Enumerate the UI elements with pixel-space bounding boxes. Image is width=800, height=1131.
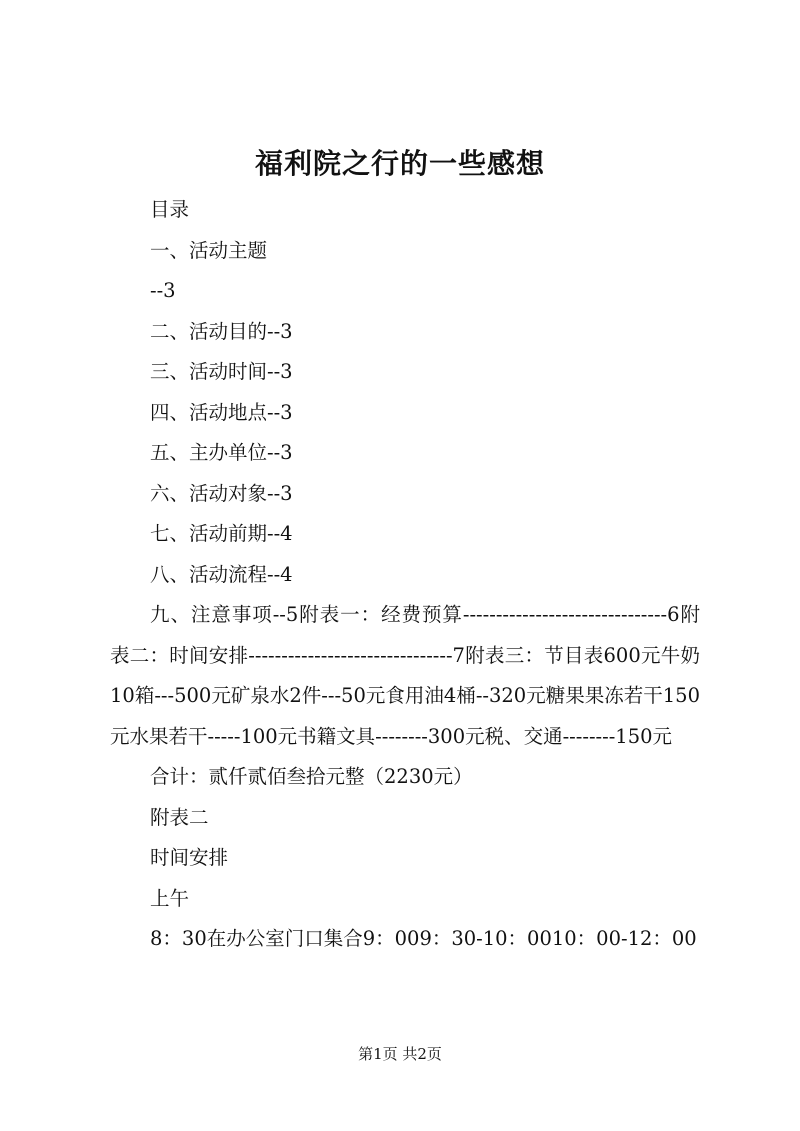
- toc-item-location: 四、活动地点--3: [150, 400, 293, 424]
- budget-total: 合计：贰仟贰佰叁拾元整（2230元）: [150, 765, 473, 788]
- toc-item-notes-and-budget: 九、注意事项--5附表一：经费预算-------------------------------6附表二：时间安排-------------------------------7附表三：节目表600元牛奶10箱---500元矿泉水2件---50元食用油4桶--320元糖果果冻若干150元水果若干-----100元书籍文具--------300元税、交通--------150元: [110, 603, 700, 748]
- toc-item-time: 三、活动时间--3: [150, 360, 293, 383]
- toc-heading: 目录: [150, 198, 190, 221]
- document-body: [110, 190, 700, 960]
- toc-item-audience: 六、活动对象--3: [150, 481, 293, 505]
- appendix-two-heading: 附表二: [150, 805, 209, 829]
- toc-item-theme: 一、活动主题: [150, 238, 268, 262]
- toc-item-organizer: 五、主办单位--3: [150, 441, 293, 464]
- page-footer: 第1页 共2页: [358, 1045, 442, 1063]
- toc-item-purpose: 二、活动目的--3: [150, 319, 293, 343]
- morning-schedule: 8：30在办公室门口集合9：009：30-10：0010：00-12：00: [150, 927, 697, 950]
- toc-item-theme-page: --3: [150, 279, 176, 302]
- toc-item-preparation: 七、活动前期--4: [150, 522, 293, 545]
- morning-label: 上午: [150, 886, 190, 910]
- document-title: 福利院之行的一些感想: [254, 147, 545, 180]
- schedule-heading: 时间安排: [150, 846, 229, 869]
- toc-item-process: 八、活动流程--4: [150, 562, 293, 586]
